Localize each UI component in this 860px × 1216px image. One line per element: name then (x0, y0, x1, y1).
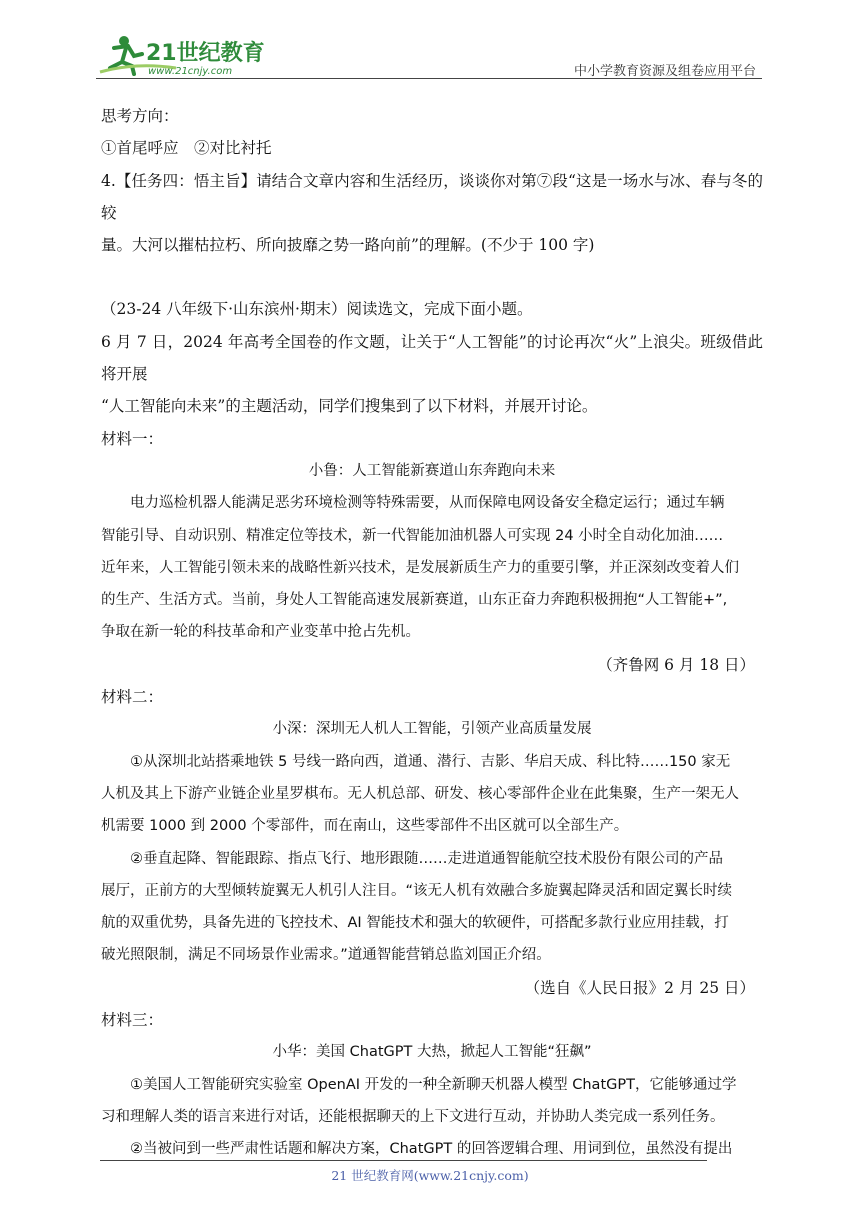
material-2-line: 机需要 1000 到 2000 个零部件，而在南山，这些零部件不出区就可以全部生产。 (101, 818, 629, 835)
material-3-line: ①美国人工智能研究实验室 OpenAI 开发的一种全新聊天机器人模型 ChatGPT，它能够通过学 (130, 1076, 737, 1093)
material-1-line: 争取在新一轮的科技革命和产业变革中抢占先机。 (101, 624, 420, 641)
spacer (101, 261, 763, 293)
header-divider (96, 78, 762, 79)
think-options: ①首尾呼应 ②对比衬托 (101, 139, 272, 158)
source-line: （23-24 八年级下·山东滨州·期末）阅读选文，完成下面小题。 (101, 300, 533, 319)
material-2-line: 展厅，正前方的大型倾转旋翼无人机引人注目。“该无人机有效融合多旋翼起降灵活和固定翼长时续 (101, 882, 733, 899)
material-1-line: 智能引导、自动识别、精准定位等技术，新一代智能加油机器人可实现 24 小时全自动化加油…… (101, 527, 724, 544)
footer-link[interactable]: 21 世纪教育网(www.21cnjy.com) (331, 1168, 529, 1183)
material-2-label: 材料二： (101, 688, 164, 707)
material-1-title: 小鲁：人工智能新赛道山东奔跑向未来 (308, 462, 556, 479)
material-1-line: 的生产、生活方式。当前，身处人工智能高速发展新赛道，山东正奋力奔跑积极拥抱“人工智能+”, (101, 592, 728, 609)
svg-text:21世纪教育: 21世纪教育 (146, 41, 265, 66)
material-3-title: 小华：美国 ChatGPT 大热，掀起人工智能“狂飙” (272, 1044, 592, 1061)
material-3-label: 材料三： (101, 1011, 164, 1030)
material-2-line: 航的双重优势，具备先进的飞控技术、AI 智能技术和强大的软硬件，可搭配多款行业应用挂载，打 (101, 915, 729, 932)
document-body (101, 100, 763, 1166)
material-2-line: ①从深圳北站搭乘地铁 5 号线一路向西，道通、潜行、吉影、华启天成、科比特……150 家无 (130, 753, 731, 770)
page-header (96, 30, 762, 82)
svg-text:www.21cnjy.com: www.21cnjy.com (148, 66, 233, 77)
platform-name: 中小学教育资源及组卷应用平台 (573, 64, 756, 79)
question-4-line-1: 4.【任务四：悟主旨】请结合文章内容和生活经历，谈谈你对第⑦段“这是一场水与冰、春与冬的较 (101, 171, 763, 222)
runner-logo-icon (96, 32, 266, 78)
material-2-line: 人机及其上下游产业链企业星罗棋布。无人机总部、研发、核心零部件企业在此集聚，生产一架无人 (101, 785, 739, 802)
intro-line-2: “人工智能向未来”的主题活动，同学们搜集到了以下材料，并展开讨论。 (101, 397, 598, 416)
material-3-line: 习和理解人类的语言来进行对话，还能根据聊天的上下文进行互动，并协助人类完成一系列任务。 (101, 1108, 725, 1125)
material-2-title: 小深：深圳无人机人工智能，引领产业高质量发展 (272, 721, 592, 738)
material-1-line: 近年来，人工智能引领未来的战略性新兴技术，是发展新质生产力的重要引擎，并正深刻改变着人们 (101, 559, 739, 576)
material-3-line: ②当被问到一些严肃性话题和解决方案，ChatGPT 的回答逻辑合理、用词到位，虽然没有提出 (130, 1141, 733, 1158)
material-1-label: 材料一： (101, 429, 164, 448)
intro-line-1: 6 月 7 日，2024 年高考全国卷的作文题，让关于“人工智能”的讨论再次“火”上浪尖。班级借此将开展 (101, 332, 763, 384)
footer-divider (100, 1160, 707, 1161)
think-label: 思考方向： (101, 107, 179, 125)
material-1-line: 电力巡检机器人能满足恶劣环境检测等特殊需要，从而保障电网设备安全稳定运行；通过车辆 (130, 495, 725, 512)
material-1-source: （齐鲁网 6 月 18 日） (597, 655, 755, 674)
material-2-line: 破光照限制，满足不同场景作业需求。”道通智能营销总监刘国正介绍。 (101, 947, 551, 964)
site-logo[interactable] (96, 32, 266, 78)
material-2-line: ②垂直起降、智能跟踪、指点飞行、地形跟随……走进道通智能航空技术股份有限公司的产品 (130, 850, 723, 867)
material-2-source: （选自《人民日报》2 月 25 日） (524, 978, 755, 997)
question-4-line-2: 量。大河以摧枯拉朽、所向披靡之势一路向前”的理解。(不少于 100 字) (101, 236, 595, 255)
